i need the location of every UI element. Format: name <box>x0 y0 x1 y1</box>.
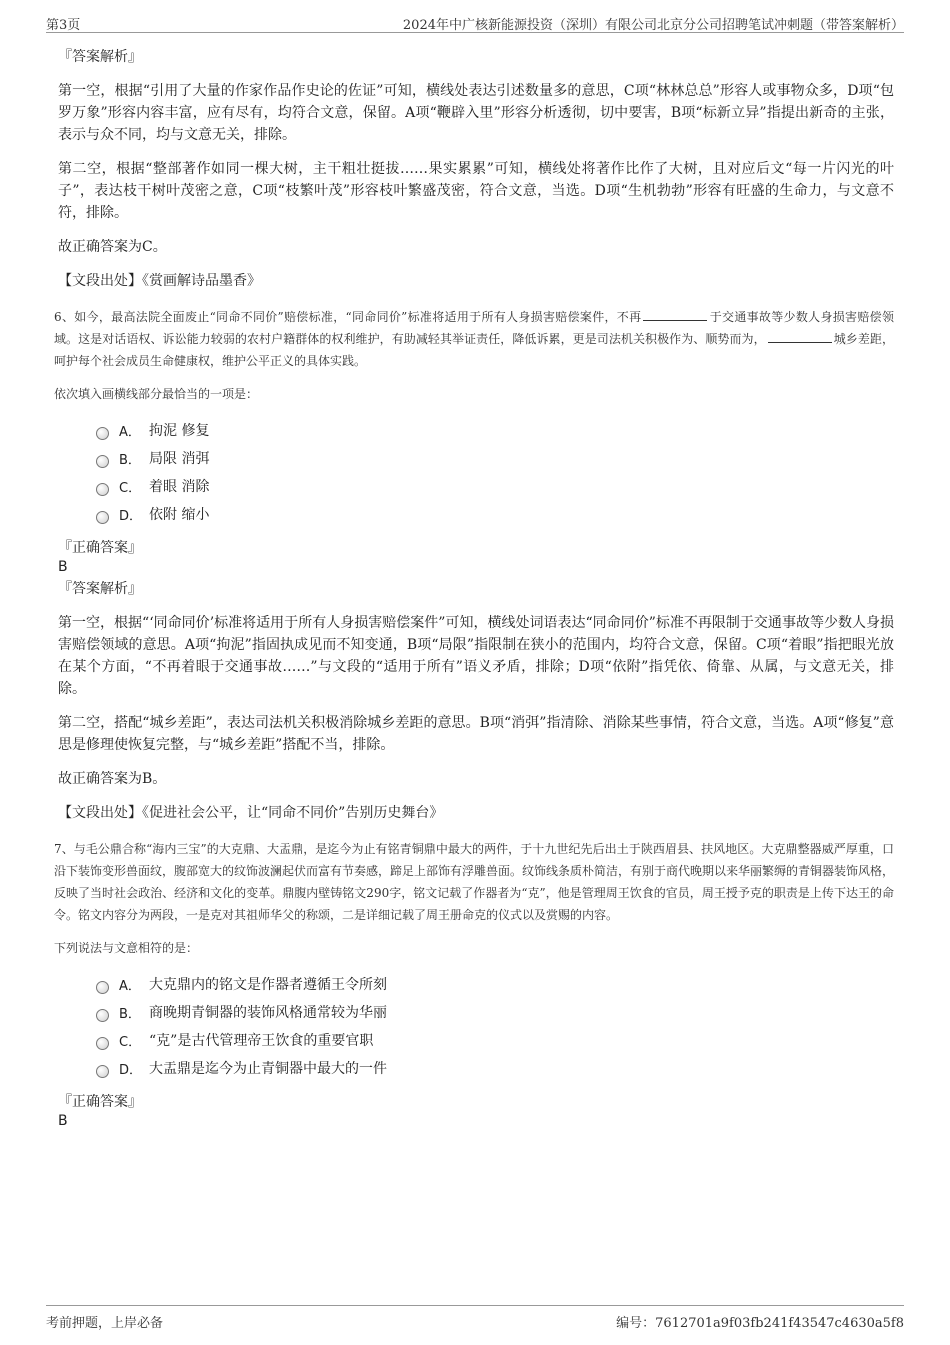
radio-button-icon[interactable] <box>96 483 109 496</box>
radio-button-icon[interactable] <box>96 981 109 994</box>
q6-conclusion: 故正确答案为B。 <box>58 771 167 787</box>
q7-option-a[interactable] <box>96 970 894 998</box>
q6-option-b[interactable] <box>96 444 894 472</box>
option-letter: B． <box>119 1006 141 1022</box>
option-letter: C． <box>119 1034 142 1050</box>
q6-text-part-1: 6、如今，最高法院全面废止“同命不同价”赔偿标准，“同命同价”标准将适用于所有人身损害赔偿案件，不再 <box>54 310 642 324</box>
q5-source: 【文段出处】《赏画解诗品墨香》 <box>58 273 261 289</box>
q6-option-d[interactable] <box>96 500 894 528</box>
q5-analysis-paragraph-1: 第一空，根据“引用了大量的作家作品作史论的佐证”可知，横线处表达引述数量多的意思，C项“林林总总”形容人或事物众多，D项“包罗万象”形容内容丰富，应有尽有，均符合文意，保留。A项“鞭辟入里”形容分析透彻，切中要害，B项“标新立异”指提出新奇的主张，表示与众不同，均与文意无关，排除。 <box>58 83 894 143</box>
option-text: 商晚期青铜器的装饰风格通常较为华丽 <box>149 1005 387 1021</box>
q7-question-text: 7、与毛公鼎合称“海内三宝”的大克鼎、大盂鼎，是迄今为止有铭青铜鼎中最大的两件，于十九世纪先后出土于陕西眉县、扶风地区。大克鼎整器威严厚重，口沿下装饰变形兽面纹，腹部宽大的纹饰波澜起伏而富有节奏感，蹄足上部饰有浮雕兽面。纹饰线条质朴简洁，有别于商代晚期以来华丽繁缛的青铜器装饰风格，反映了当时社会政治、经济和文化的变革。鼎腹内壁铸铭文290字，铭文记载了作器者为“克”，他是管理周王饮食的官员，周王授予克的职责是上传下达王的命令。铭文内容分为两段，一是克对其祖师华父的称颂，二是详细记载了周王册命克的仪式以及赏赐的内容。 <box>54 842 895 922</box>
q6-blank-2 <box>768 328 832 343</box>
radio-button-icon[interactable] <box>96 1037 109 1050</box>
q6-answer-label: 『正确答案』 <box>58 540 142 556</box>
q6-option-c[interactable] <box>96 472 894 500</box>
q6-text-part-2: 于交通事故等少数人身损害赔偿领域。这是对话语权、诉讼能力较弱的农村户籍群体的权利维护，有助减轻其举证责任，降低诉累，更是司法机关积极作为、顺势而为， <box>54 310 894 346</box>
q6-blank-1 <box>643 306 707 321</box>
option-text: 依附 缩小 <box>149 507 210 523</box>
option-letter: B． <box>119 452 141 468</box>
option-letter: A． <box>119 978 141 994</box>
option-text: “克”是古代管理帝王饮食的重要官职 <box>149 1033 374 1049</box>
page-header <box>46 10 904 33</box>
q6-text-part-3: 城乡差距，呵护每个社会成员生命健康权，维护公平正义的具体实践。 <box>54 332 894 368</box>
page-footer <box>46 1305 904 1331</box>
q6-answer-value: B <box>58 559 68 575</box>
q6-option-a[interactable] <box>96 416 894 444</box>
option-letter: A． <box>119 424 141 440</box>
radio-button-icon[interactable] <box>96 511 109 524</box>
document-title: 2024年中广核新能源投资（深圳）有限公司北京分公司招聘笔试冲刺题（带答案解析） <box>402 18 904 33</box>
footer-slogan: 考前押题，上岸必备 <box>46 1316 164 1331</box>
radio-button-icon[interactable] <box>96 1009 109 1022</box>
footer-serial-number: 编号：7612701a9f03fb241f43547c4630a5f8 <box>616 1316 904 1331</box>
option-text: 拘泥 修复 <box>149 423 210 439</box>
option-letter: C． <box>119 480 142 496</box>
option-letter: D． <box>119 508 143 524</box>
q6-analysis-paragraph-2: 第二空，搭配“城乡差距”，表达司法机关积极消除城乡差距的意思。B项“消弭”指清除、消除某些事情，符合文意，当选。A项“修复”意思是修理使恢复完整，与“城乡差距”搭配不当，排除。 <box>58 715 894 753</box>
q7-options <box>96 970 894 1082</box>
q6-analysis-label: 『答案解析』 <box>58 581 142 597</box>
option-text: 着眼 消除 <box>149 479 210 495</box>
q7-option-d[interactable] <box>96 1054 894 1082</box>
q6-options <box>96 416 894 528</box>
q7-option-c[interactable] <box>96 1026 894 1054</box>
q6-analysis-paragraph-1: 第一空，根据“‘同命同价’标准将适用于所有人身损害赔偿案件”可知，横线处词语表达“同命同价”标准不再限制于交通事故等少数人身损害赔偿领域的意思。A项“拘泥”指固执成见而不知变通，B项“局限”指限制在狭小的范围内，均符合文意，保留。C项“着眼”指把眼光放在某个方面，“不再着眼于交通事故……”与文段的“适用于所有”语义矛盾，排除；D项“依附”指凭依、倚靠、从属，与文意无关，排除。 <box>58 615 894 697</box>
radio-button-icon[interactable] <box>96 1065 109 1078</box>
q5-analysis-paragraph-2: 第二空，根据“整部著作如同一棵大树，主干粗壮挺拔……果实累累”可知，横线处将著作比作了大树，且对应后文“每一片闪光的叶子”，表达枝干树叶茂密之意，C项“枝繁叶茂”形容枝叶繁盛茂密，符合文意，当选。D项“生机勃勃”形容有旺盛的生命力，与文意不符，排除。 <box>58 161 894 221</box>
page-content <box>54 44 895 1132</box>
page-number: 第3页 <box>46 18 81 33</box>
radio-button-icon[interactable] <box>96 427 109 440</box>
radio-button-icon[interactable] <box>96 455 109 468</box>
q7-prompt: 下列说法与文意相符的是： <box>54 941 199 955</box>
option-text: 局限 消弭 <box>149 451 210 467</box>
q5-conclusion: 故正确答案为C。 <box>58 239 167 255</box>
q6-question-text <box>54 306 894 372</box>
option-letter: D． <box>119 1062 143 1078</box>
q6-source: 【文段出处】《促进社会公平，让“同命不同价”告别历史舞台》 <box>58 805 444 821</box>
q5-analysis-label: 『答案解析』 <box>58 49 142 65</box>
q7-answer-label: 『正确答案』 <box>58 1094 142 1110</box>
q6-prompt: 依次填入画横线部分最恰当的一项是： <box>54 387 259 401</box>
option-text: 大盂鼎是迄今为止青铜器中最大的一件 <box>149 1061 387 1077</box>
q7-option-b[interactable] <box>96 998 894 1026</box>
q7-answer-value: B <box>58 1113 68 1129</box>
option-text: 大克鼎内的铭文是作器者遵循王令所刻 <box>149 977 387 993</box>
